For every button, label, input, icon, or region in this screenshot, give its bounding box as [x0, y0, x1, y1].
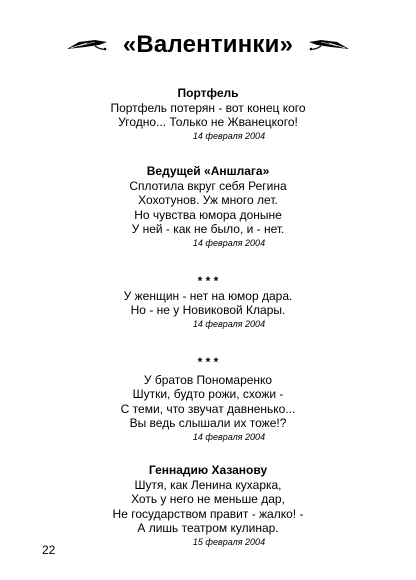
poem-body	[0, 101, 416, 130]
poem-date: 14 февраля 2004	[192, 318, 266, 329]
quill-pen-icon	[307, 38, 351, 52]
poem-title: Геннадию Хазанову	[148, 463, 268, 477]
poem-date: 14 февраля 2004	[192, 431, 266, 442]
poem-line: Вы ведь слышали их тоже!?	[129, 416, 287, 431]
poem-line: Хоть у него не меньше дар,	[131, 492, 285, 507]
poem-line: Хохотунов. Уж много лет.	[138, 193, 278, 208]
poem-line: Портфель потерян - вот конец кого	[110, 100, 306, 115]
poem-title: * * *	[197, 355, 219, 369]
poem-line: Не государством правит - жалко! -	[112, 506, 304, 521]
poem-title: * * *	[197, 274, 219, 288]
poem-asterisks-2	[0, 355, 416, 443]
poem-line: У женщин - нет на юмор дара.	[123, 288, 293, 303]
poem-line: Угодно... Только не Жванецкого!	[118, 115, 298, 130]
poem-body	[0, 478, 416, 536]
poem-body	[0, 289, 416, 318]
page-header	[0, 28, 416, 62]
poem-line: Сплотила вкруг себя Регина	[129, 178, 287, 193]
poem-line: А лишь театром кулинар.	[137, 521, 279, 536]
poem-line: У ней - как не было, и - нет.	[131, 222, 285, 237]
poem-date: 14 февраля 2004	[192, 130, 266, 141]
poem-line: С теми, что звучат давненько...	[120, 401, 296, 416]
poem-title: Портфель	[177, 86, 239, 100]
poem-date: 15 февраля 2004	[192, 536, 266, 547]
poem-body	[0, 373, 416, 431]
poem-asterisks-1	[0, 274, 416, 330]
poem-line: У братов Пономаренко	[143, 372, 273, 387]
poem-khazanov	[0, 463, 416, 548]
page-number: 22	[42, 543, 56, 557]
poem-date: 14 февраля 2004	[192, 237, 266, 248]
poem-line: Шутки, будто рожи, схожи -	[132, 387, 284, 402]
poem-line: Но чувства юмора доныне	[134, 207, 282, 222]
page-title: «Валентинки»	[122, 31, 294, 58]
poem-line: Но - не у Новиковой Клары.	[130, 303, 286, 318]
poem-title: Ведущей «Аншлага»	[146, 164, 270, 178]
poem-anshlag	[0, 164, 416, 249]
poem-portfel	[0, 86, 416, 142]
poem-body	[0, 179, 416, 237]
poem-line: Шутя, как Ленина кухарка,	[134, 477, 282, 492]
quill-pen-icon	[65, 38, 109, 52]
